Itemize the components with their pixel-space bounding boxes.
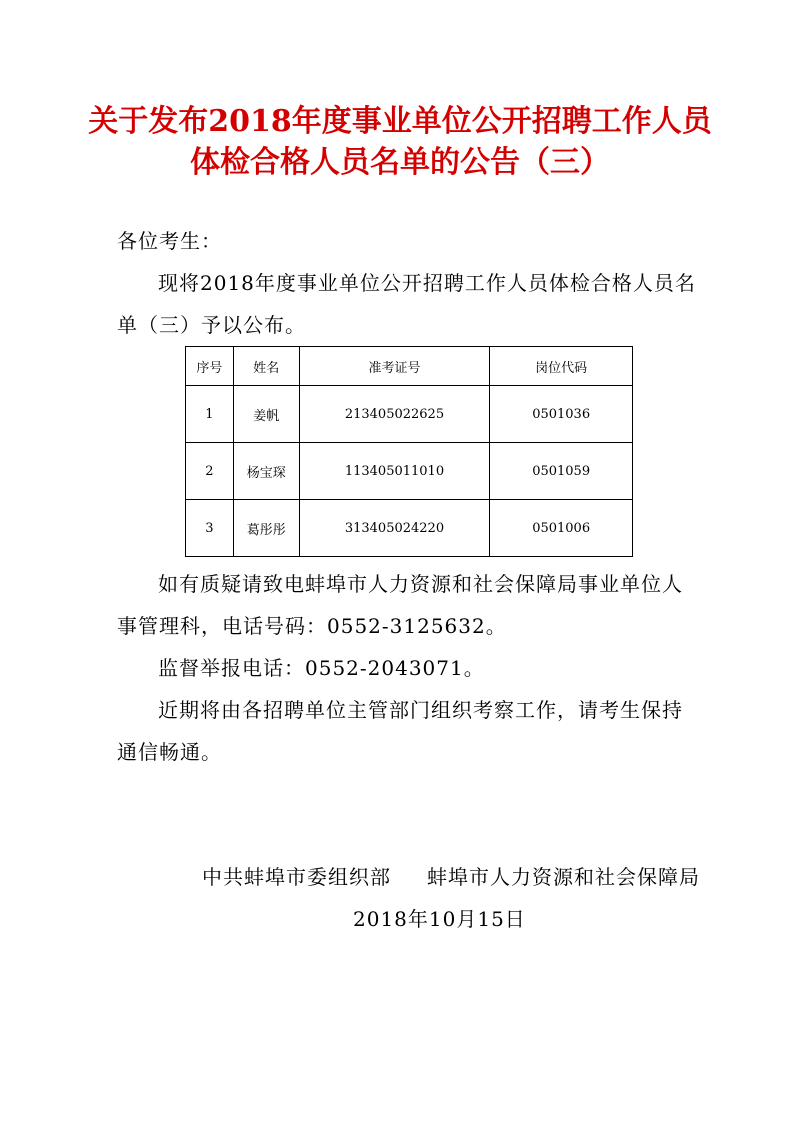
table-header-row bbox=[186, 347, 633, 386]
header-name: 姓名 bbox=[233, 347, 299, 386]
header-exam-number: 准考证号 bbox=[299, 347, 490, 386]
title-line-1: 关于发布2018年度事业单位公开招聘工作人员 bbox=[88, 104, 712, 139]
table-row bbox=[186, 500, 633, 557]
salutation: 各位考生： bbox=[117, 229, 222, 253]
cell-index: 2 bbox=[186, 443, 234, 500]
cell-exam-number: 213405022625 bbox=[299, 386, 490, 443]
notice-line-2: 通信畅通。 bbox=[117, 740, 222, 764]
header-index: 序号 bbox=[186, 347, 234, 386]
table-row bbox=[186, 443, 633, 500]
signature-org-1: 中共蚌埠市委组织部 bbox=[202, 865, 391, 889]
qualified-candidates-table bbox=[185, 346, 633, 557]
cell-position-code: 0501059 bbox=[490, 443, 633, 500]
signature-date: 2018年10月15日 bbox=[353, 907, 526, 931]
cell-exam-number: 313405024220 bbox=[299, 500, 490, 557]
cell-index: 1 bbox=[186, 386, 234, 443]
cell-name: 葛彤彤 bbox=[233, 500, 299, 557]
table-row bbox=[186, 386, 633, 443]
cell-position-code: 0501036 bbox=[490, 386, 633, 443]
inquiry-line-1: 如有质疑请致电蚌埠市人力资源和社会保障局事业单位人 bbox=[158, 572, 683, 596]
intro-line-1: 现将2018年度事业单位公开招聘工作人员体检合格人员名 bbox=[158, 271, 696, 295]
signature-org-2: 蚌埠市人力资源和社会保障局 bbox=[427, 865, 700, 889]
cell-name: 杨宝琛 bbox=[233, 443, 299, 500]
header-position-code: 岗位代码 bbox=[490, 347, 633, 386]
title-line-2: 体检合格人员名单的公告（三） bbox=[190, 145, 610, 180]
cell-position-code: 0501006 bbox=[490, 500, 633, 557]
supervision-phone: 监督举报电话：0552-2043071。 bbox=[158, 656, 485, 680]
cell-exam-number: 113405011010 bbox=[299, 443, 490, 500]
cell-name: 姜帆 bbox=[233, 386, 299, 443]
inquiry-line-2: 事管理科，电话号码：0552-3125632。 bbox=[117, 614, 507, 638]
intro-line-2: 单（三）予以公布。 bbox=[117, 313, 306, 337]
cell-index: 3 bbox=[186, 500, 234, 557]
notice-line-1: 近期将由各招聘单位主管部门组织考察工作，请考生保持 bbox=[158, 698, 683, 722]
